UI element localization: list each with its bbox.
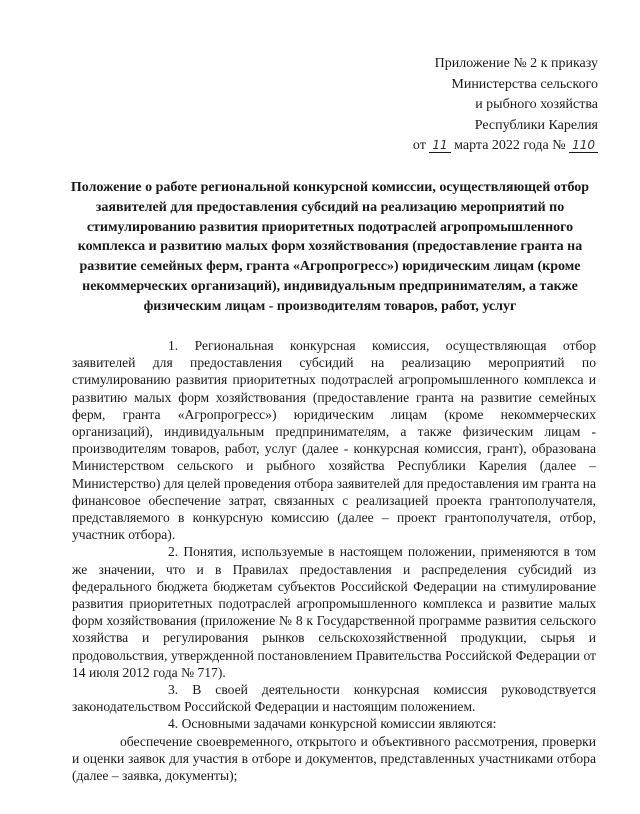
paragraph-text: Региональная конкурсная комиссия, осуществляющая отбор заявителей для предоставления субсидий на реализацию мероприятий по стимулированию развития приоритетных подотраслей агропромышленного комплекса и развитию малых форм хозяйствования (предоставление гранта на развитие семейных ферм, гранта «Агропрогресс») юридическим лицам (кроме некоммерческих организаций), индивидуальным предпринимателям, а также физическим лицам - производителям товаров, работ, услуг (далее - конкурсная комиссия, грант), образована Министерством сельского и рыбного хозяйства Республики Карелия (далее – Министерство) для целей проведения отбора заявителей для предоставления им гранта на финансовое обеспечение затрат, связанных с реализацией проекта грантополучателя, представляемого в конкурсную комиссию (далее – проект грантополучателя, отбор, участник отбора). bbox=[72, 338, 596, 543]
paragraph-number: 1. bbox=[168, 338, 179, 353]
handwritten-order-number: 110 bbox=[569, 138, 598, 153]
order-reference-block bbox=[413, 54, 598, 157]
order-date-line bbox=[413, 136, 598, 157]
paragraph-number: 4. bbox=[168, 716, 179, 732]
header-line-3: и рыбного хозяйства bbox=[475, 97, 598, 112]
paragraph-2 bbox=[72, 543, 596, 681]
document-body bbox=[72, 337, 596, 784]
paragraph-text: В своей деятельности конкурсная комиссия руководствуется законодательством Российской Федерации и настоящим положением. bbox=[72, 682, 597, 715]
sub-paragraph: обеспечение своевременного, открытого и объективного рассмотрения, проверки и оценки заявок для участия в отборе и документов, представленных участниками отбора (далее – заявка, документы); bbox=[72, 733, 596, 784]
document-title: Положение о работе региональной конкурсной комиссии, осуществляющей отбор заявителей для предоставления субсидий на реализацию мероприятий по стимулированию развития приоритетных подотраслей агропромышленного комплекса и развитию малых форм хозяйствования (предоставление гранта на развитие семейных ферм, гранта «Агропрогресс») юридическим лицам (кроме некоммерческих организаций), индивидуальным предпринимателям, а также физическим лицам - производителям товаров, работ, услуг bbox=[70, 180, 590, 314]
paragraph-number: 3. bbox=[168, 682, 179, 698]
paragraph-3 bbox=[72, 681, 596, 715]
date-month-year: марта 2022 года № bbox=[454, 138, 566, 153]
paragraph-1 bbox=[72, 337, 596, 543]
paragraph-4 bbox=[72, 715, 596, 732]
header-line-2: Министерства сельского bbox=[451, 76, 598, 92]
paragraph-text: Основными задачами конкурсной комиссии являются: bbox=[181, 716, 497, 732]
header-line-1: Приложение № 2 к приказу bbox=[434, 56, 598, 71]
paragraph-text: Понятия, используемые в настоящем положении, применяются в том же значении, что и в Правилах предоставления и распределения субсидий из федерального бюджета бюджетам субъектов Российской Федерации на стимулирование развития приоритетных подотраслей агропромышленного комплекса и развитие малых форм хозяйствования (приложение № 8 к Государственной программе развития сельского хозяйства и регулирования рынков сельскохозяйственной продукции, сырья и продовольствия, утвержденной постановлением Правительства Российской Федерации от 14 июля 2012 года № 717). bbox=[72, 544, 596, 680]
header-line-4: Республики Карелия bbox=[474, 117, 598, 133]
date-prefix: от bbox=[412, 138, 426, 153]
handwritten-day: 11 bbox=[429, 138, 450, 153]
paragraph-number: 2. bbox=[168, 544, 179, 560]
